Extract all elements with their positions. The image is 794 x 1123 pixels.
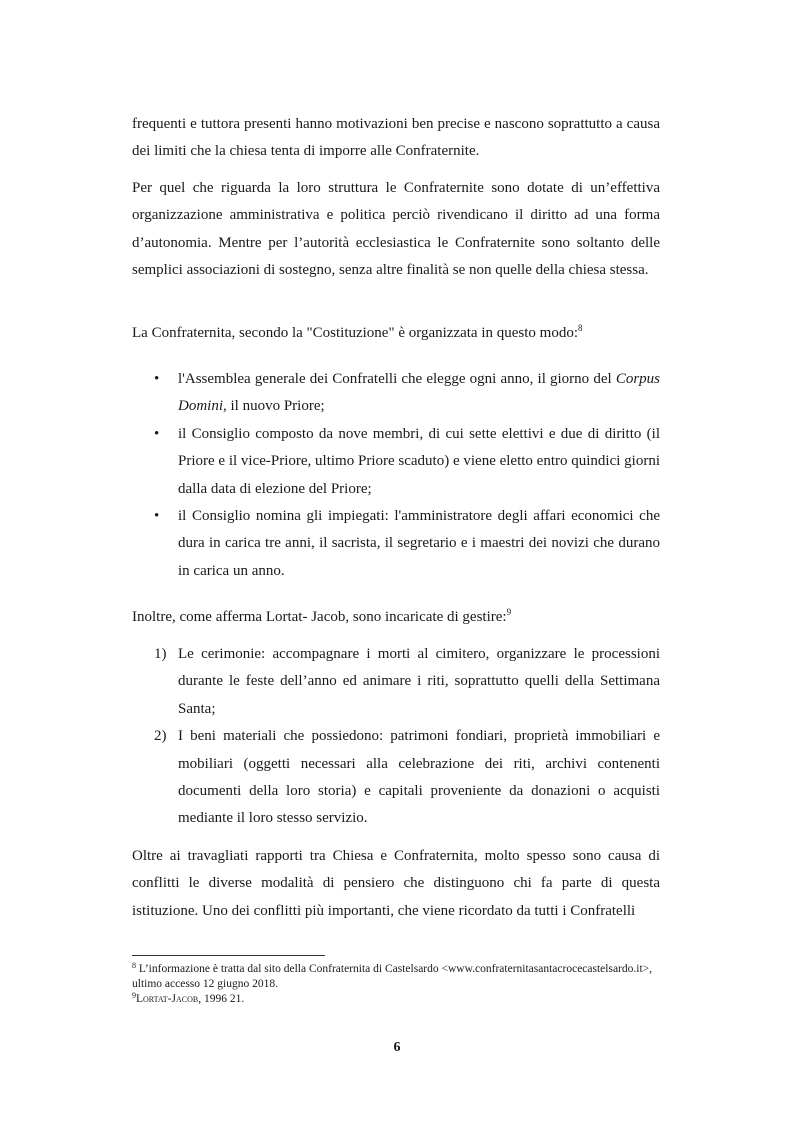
footnote-ref-8[interactable]: 8 <box>578 323 583 333</box>
list-item: • il Consiglio composto da nove membri, di cui sette elettivi e due di diritto (il Priore e il vice-Priore, ultimo Priore scaduto) e viene eletto entro quindici giorni dalla data di elezione del Priore; <box>132 421 660 503</box>
list-item: • l'Assemblea generale dei Confratelli che elegge ogni anno, il giorno del Corpus Domini, il nuovo Priore; <box>132 366 660 421</box>
list-item: • il Consiglio nomina gli impiegati: l'amministratore degli affari economici che dura in carica tre anni, il sacrista, il segretario e i maestri dei novizi che durano in carica un anno. <box>132 503 660 585</box>
footnote-ref-9[interactable]: 9 <box>506 607 512 617</box>
page-number: 6 <box>393 1040 401 1055</box>
paragraph-1: frequenti e tuttora presenti hanno motivazioni ben precise e nascono soprattutto a causa dei limiti che la chiesa tenta di imporre alle Confraternite. <box>132 116 660 160</box>
bullet-icon: • <box>154 508 160 525</box>
paragraph-4 <box>132 604 660 631</box>
list-item: 2) I beni materiali che possiedono: patrimoni fondiari, proprietà immobiliari e mobiliari (oggetti necessari alla celebrazione dei riti, archivi contenenti documenti della loro storia) e capitali proveniente da donazioni o acquisti mediante il loro stesso servizio. <box>132 723 660 833</box>
paragraph-4-text: Inoltre, come afferma Lortat- Jacob, sono incaricate di gestire: <box>132 609 507 625</box>
paragraph-3-text: La Confraternita, secondo la "Costituzione" è organizzata in questo modo: <box>132 325 579 341</box>
bullet-list <box>132 366 660 585</box>
list-number: 2) <box>154 728 167 745</box>
footnote-separator <box>132 955 325 956</box>
bullet-icon: • <box>154 425 160 442</box>
paragraph-2: Per quel che riguarda la loro struttura le Confraternite sono dotate di un’effettiva organizzazione amministrativa e politica perciò rivendicano il diritto ad una forma d’autonomia. Mentre per l’autorità ecclesiastica le Confraternite sono soltanto delle semplici associazioni di sostegno, senza altre finalità se non quelle della chiesa stessa. <box>132 180 660 279</box>
footnotes <box>132 962 660 1007</box>
bullet-icon: • <box>154 371 160 387</box>
emphasis: Corpus Domini <box>178 371 660 415</box>
list-item: 1) Le cerimonie: accompagnare i morti al cimitero, organizzare le processioni durante le feste dell’anno ed animare i riti, soprattutto quelli della Settimana Santa; <box>132 641 660 723</box>
footnote-9: $^9$Lortat-Jacob, 1996 21. <box>132 991 245 1005</box>
numbered-list <box>132 641 660 833</box>
list-number: 1) <box>154 646 167 662</box>
footnote-8: $^8$ L’informazione è tratta dal sito della Confraternita di Castelsardo <www.confraternitasantacrocecastelsardo.it>, ultimo accesso 12 giugno 2018. <box>132 961 653 990</box>
paragraph-5: Oltre ai travagliati rapporti tra Chiesa e Confraternita, molto spesso sono causa di conflitti le diverse modalità di pensiero che distinguono chi fa parte di questa istituzione. Uno dei conflitti più importanti, che viene ricordato da tutti i Confratelli <box>132 848 660 919</box>
paragraph-3 <box>132 320 660 347</box>
